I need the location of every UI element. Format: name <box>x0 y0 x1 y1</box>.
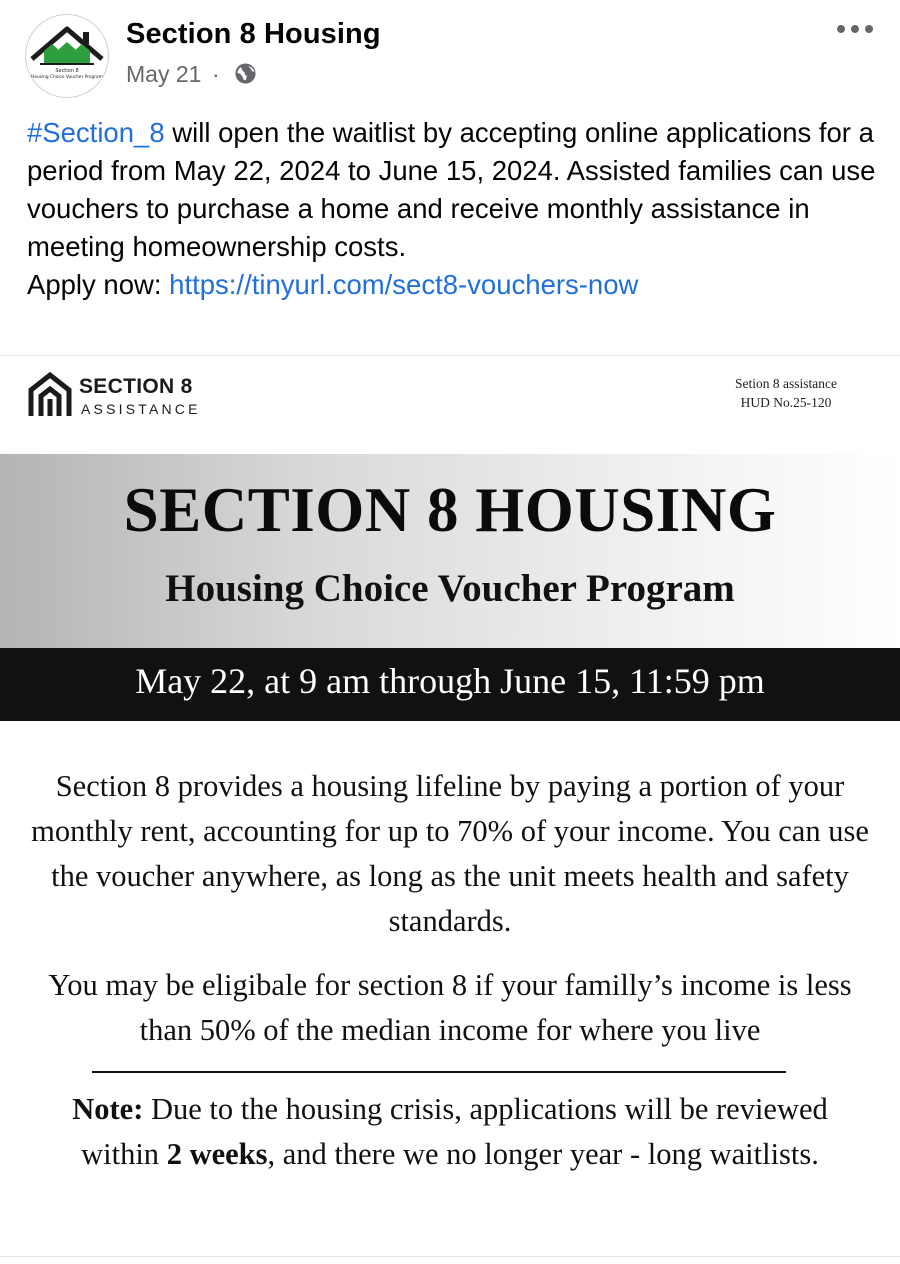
post-body <box>27 114 887 266</box>
avatar-caption-line1: Section 8 <box>55 68 79 74</box>
flyer-paragraph-2: You may be eligibale for section 8 if your familly’s income is less than 50% of the median income for where you live <box>48 968 852 1047</box>
apply-line <box>27 266 887 304</box>
globe-icon[interactable] <box>234 62 257 91</box>
note-text-before: Due to the housing crisis, applications will be reviewed within <box>81 1092 828 1171</box>
hud-reference-line2: HUD No.25-120 <box>740 395 832 410</box>
title-banner <box>0 454 900 648</box>
meta-separator: · <box>212 61 220 87</box>
post-text <box>27 114 887 304</box>
flyer-subtitle: Housing Choice Voucher Program <box>165 567 735 610</box>
hud-reference <box>700 374 872 412</box>
section8-house-logo-icon <box>28 372 72 423</box>
note-emphasis: 2 weeks <box>166 1137 268 1171</box>
apply-label: Apply now: <box>27 269 170 300</box>
note-label: Note: <box>72 1092 144 1126</box>
horizontal-rule <box>92 1071 786 1073</box>
house-logo-icon <box>26 15 108 97</box>
flyer-note <box>30 1087 870 1177</box>
post-header <box>0 0 900 108</box>
date-range-bar <box>0 648 900 721</box>
flyer-image[interactable] <box>0 356 900 1256</box>
hud-reference-line1: Setion 8 assistance <box>735 376 837 391</box>
hashtag-link[interactable]: #Section_8 <box>27 117 165 148</box>
note-text-after: , and there we no longer year - long waitlists. <box>267 1137 819 1171</box>
post-body-text: will open the waitlist by accepting online applications for a period from May 22, 2024 to June 15, 2024. Assisted families can use vouchers to purchase a home and receive monthly assistance in meeting homeownership costs. <box>27 117 876 262</box>
divider <box>0 1256 900 1257</box>
page-avatar[interactable] <box>25 14 109 98</box>
post-meta <box>126 61 220 88</box>
post-date-link[interactable]: May 21 <box>126 61 202 87</box>
avatar-caption-line2: Housing Choice Voucher Program <box>31 75 103 80</box>
date-range-text: May 22, at 9 am through June 15, 11:59 pm <box>135 661 765 701</box>
flyer-title: SECTION 8 HOUSING <box>123 475 777 545</box>
apply-url-link[interactable]: https://tinyurl.com/sect8-vouchers-now <box>169 269 639 300</box>
page-name-link[interactable]: Section 8 Housing <box>126 18 381 50</box>
flyer-paragraph-1: Section 8 provides a housing lifeline by paying a portion of your monthly rent, accounting for up to 70% of your income. You can use the voucher anywhere, as long as the unit meets health and safety standards. <box>31 769 869 938</box>
brand-name: SECTION 8 <box>79 375 193 398</box>
brand-tagline: ASSISTANCE <box>81 401 201 417</box>
more-horizontal-icon[interactable] <box>836 22 874 40</box>
